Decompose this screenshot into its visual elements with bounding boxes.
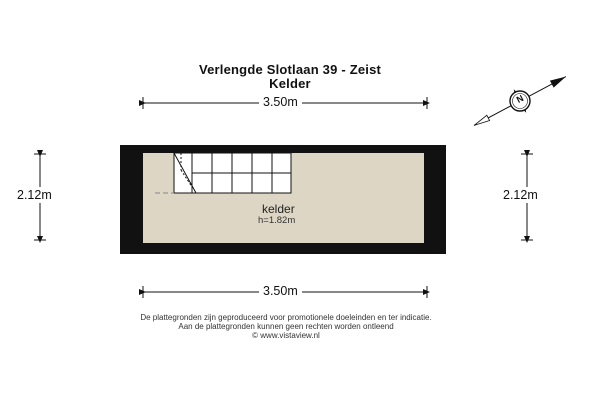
compass-north-label: N <box>514 93 526 105</box>
dimension-label-bottom: 3.50m <box>259 284 302 298</box>
room-height-label: h=1.82m <box>258 215 296 226</box>
dimension-label-top: 3.50m <box>259 95 302 109</box>
disclaimer-line-2: Aan de plattegronden kunnen geen rechten worden ontleend <box>178 322 394 331</box>
room-label: kelder <box>262 202 295 216</box>
address-title: Verlengde Slotlaan 39 - Zeist <box>198 62 382 77</box>
dimension-label-left: 2.12m <box>17 188 52 202</box>
staircase <box>155 153 291 193</box>
copyright-line: © www.vistaview.nl <box>252 331 320 340</box>
disclaimer-line-1: De plattegronden zijn geproduceerd voor promotionele doeleinden en ter indicatie. <box>140 313 432 322</box>
floor-title: Kelder <box>269 76 311 91</box>
dimension-label-right: 2.12m <box>503 188 538 202</box>
